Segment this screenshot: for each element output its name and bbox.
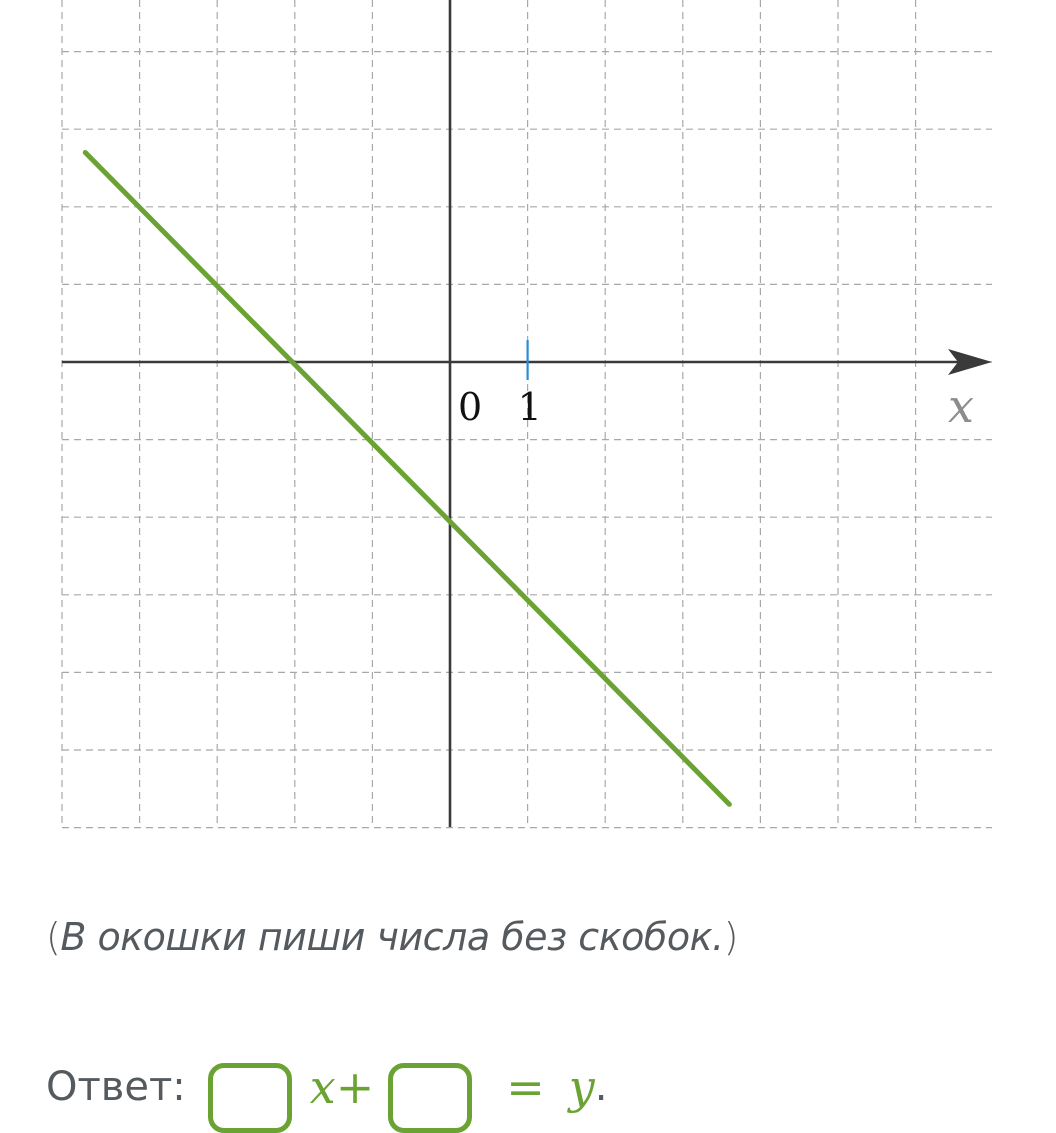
answer-label: Ответ: [46, 1064, 186, 1110]
hint-body: В окошки пиши числа без скобок. [60, 915, 724, 959]
equals-sign: = [506, 1060, 545, 1114]
hint-close-paren: ) [723, 915, 738, 959]
unit-label: 1 [517, 385, 542, 429]
intercept-input[interactable] [388, 1063, 472, 1133]
series-line [85, 152, 729, 804]
hint-open-paren: ( [46, 915, 61, 959]
origin-label: 0 [458, 385, 483, 429]
plus-sign: + [335, 1060, 375, 1114]
answer-row [46, 1050, 608, 1124]
y-variable: y [568, 1060, 595, 1114]
slope-input[interactable] [208, 1063, 292, 1133]
x-variable: x [309, 1060, 336, 1114]
x-axis-label: x [948, 379, 974, 433]
period: . [594, 1064, 608, 1110]
hint-text [46, 915, 738, 959]
